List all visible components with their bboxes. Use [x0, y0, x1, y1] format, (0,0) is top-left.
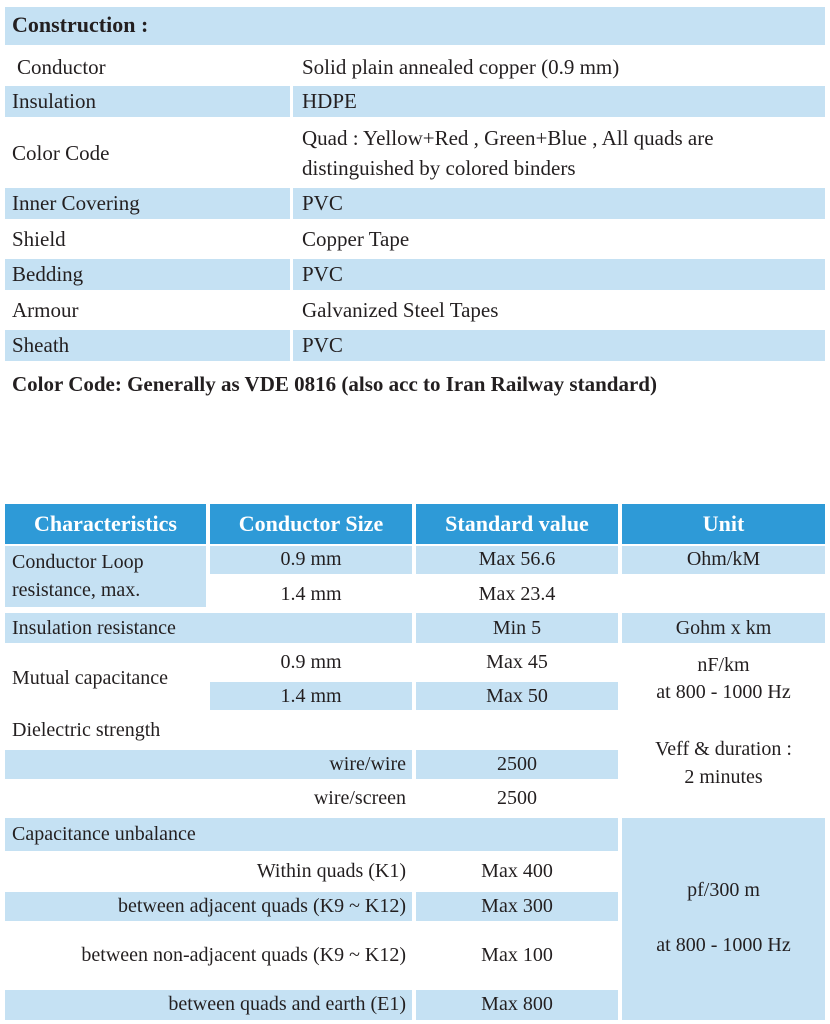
mutual-capacitance-label: Mutual capacitance [12, 667, 169, 689]
color-code-note: Color Code: Generally as VDE 0816 (also acc to Iran Railway standard) [12, 372, 657, 396]
insulation-resistance-unit: Gohm x km [675, 617, 772, 639]
header-standard-value: Standard value [416, 504, 618, 544]
header-characteristics: Characteristics [5, 504, 206, 544]
unbalance-unit-line2: at 800 - 1000 Hz [656, 934, 791, 956]
insulation-resistance-label: Insulation resistance [12, 617, 176, 639]
row-band [293, 86, 825, 117]
header-unit: Unit [622, 504, 825, 544]
construction-label-armour: Armour [12, 298, 79, 322]
unbalance-sub-adjacent: between adjacent quads (K9 ~ K12) [118, 895, 406, 917]
construction-label-color-code: Color Code [12, 141, 110, 165]
construction-label-inner-covering: Inner Covering [12, 191, 140, 215]
unbalance-unit-line1: pf/300 m [687, 879, 760, 901]
capacitance-unbalance-label: Capacitance unbalance [12, 823, 196, 845]
construction-label-insulation: Insulation [12, 89, 96, 113]
construction-value-inner-covering: PVC [302, 191, 343, 215]
construction-value-armour: Galvanized Steel Tapes [302, 298, 499, 322]
mutual-value-2: Max 50 [486, 685, 548, 707]
loop-size-1: 0.9 mm [280, 548, 342, 570]
construction-value-color-code-line2: distinguished by colored binders [302, 156, 576, 180]
unbalance-sub-earth: between quads and earth (E1) [168, 993, 406, 1015]
dielectric-unit-line2: 2 minutes [684, 766, 763, 788]
construction-value-bedding: PVC [302, 262, 343, 286]
mutual-size-1: 0.9 mm [280, 651, 342, 673]
row-band [293, 259, 825, 290]
dielectric-unit-line1: Veff & duration : [655, 738, 792, 760]
unbalance-value-non-adjacent: Max 100 [481, 944, 553, 966]
dielectric-sub-wire-screen: wire/screen [313, 787, 406, 809]
loop-unit: Ohm/kM [686, 548, 761, 570]
unbalance-value-within-quads: Max 400 [481, 860, 553, 882]
unbalance-sub-within-quads: Within quads (K1) [256, 860, 406, 882]
dielectric-value-wire-screen: 2500 [497, 787, 537, 809]
insulation-resistance-value: Min 5 [492, 617, 542, 639]
construction-value-conductor: Solid plain annealed copper (0.9 mm) [302, 55, 620, 79]
mutual-unit-line1: nF/km [697, 654, 750, 676]
construction-label-shield: Shield [12, 227, 66, 251]
header-conductor-size: Conductor Size [210, 504, 412, 544]
unbalance-value-earth: Max 800 [481, 993, 553, 1015]
construction-value-insulation: HDPE [302, 89, 357, 113]
mutual-size-2: 1.4 mm [280, 685, 342, 707]
loop-value-1: Max 56.6 [478, 548, 556, 570]
loop-size-2: 1.4 mm [280, 583, 342, 605]
row-band [293, 188, 825, 219]
loop-value-2: Max 23.4 [478, 583, 556, 605]
mutual-unit-line2: at 800 - 1000 Hz [656, 681, 791, 703]
construction-label-conductor: Conductor [17, 55, 106, 79]
unbalance-unit-band [622, 818, 825, 1020]
mutual-value-1: Max 45 [486, 651, 548, 673]
dielectric-sub-wire-wire: wire/wire [329, 753, 406, 775]
loop-label-line1: Conductor Loop [12, 551, 144, 573]
construction-value-sheath: PVC [302, 333, 343, 357]
dielectric-strength-label: Dielectric strength [12, 719, 161, 741]
construction-value-shield: Copper Tape [302, 227, 410, 251]
dielectric-value-wire-wire: 2500 [497, 753, 537, 775]
unbalance-sub-non-adjacent: between non-adjacent quads (K9 ~ K12) [81, 944, 406, 966]
loop-label-line2: resistance, max. [12, 579, 141, 601]
construction-title: Construction : [12, 12, 149, 37]
row-band [293, 330, 825, 361]
construction-value-color-code-line1: Quad : Yellow+Red , Green+Blue , All quads are [302, 126, 714, 150]
construction-label-bedding: Bedding [12, 262, 84, 286]
unbalance-value-adjacent: Max 300 [481, 895, 553, 917]
construction-label-sheath: Sheath [12, 333, 70, 357]
